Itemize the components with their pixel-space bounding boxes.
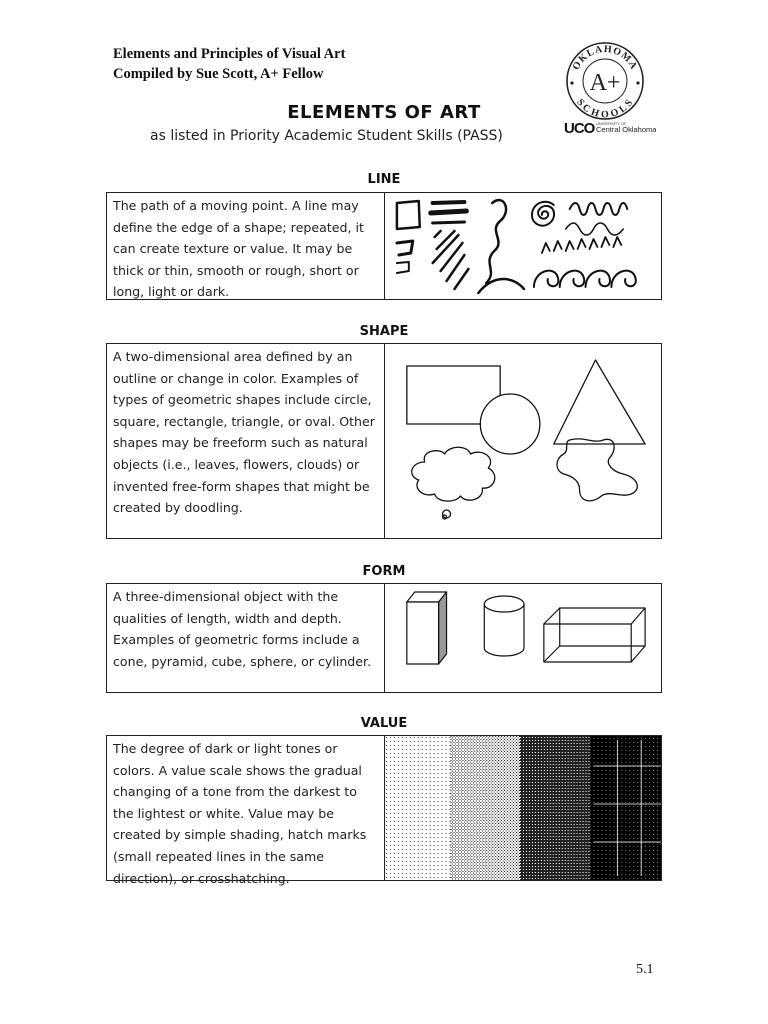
shape-examples-illustration	[385, 344, 661, 538]
uco-name-text: Central Oklahoma	[596, 125, 656, 134]
uco-small-text: UNIVERSITY OF	[596, 121, 627, 126]
section-title-form: FORM	[362, 564, 406, 579]
section-title-shape: SHAPE	[359, 324, 409, 339]
value-section-box	[106, 735, 662, 886]
seal-top-text: OKLAHOMA	[570, 43, 640, 72]
seal-bottom-text: SCHOOLS	[574, 97, 636, 121]
section-title-value: VALUE	[360, 716, 408, 731]
page-number: 5.1	[636, 962, 654, 977]
svg-text:OKLAHOMA	[571, 44, 640, 72]
shape-section-box	[106, 343, 662, 539]
line-section-box	[106, 192, 662, 300]
form-section-box	[106, 583, 662, 693]
header-line-1: Elements and Principles of Visual Art	[113, 46, 346, 62]
uco-mark: UCO	[564, 120, 595, 136]
page-subtitle: as listed in Priority Academic Student Skills (PASS)	[150, 128, 503, 144]
form-description: A three-dimensional object with the qualities of length, width and depth. Examples of geometric forms include a cone, pyramid, cube, sphere, or cylinder.	[107, 584, 385, 692]
page-title: ELEMENTS OF ART	[287, 102, 481, 123]
value-scale-illustration	[385, 736, 661, 880]
shape-description: A two-dimensional area defined by an outline or change in color. Examples of types of geometric shapes include circle, square, rectangle, triangle, or oval. Other shapes may be freeform such as natural objects (i.e., leaves, flowers, clouds) or invented free-form shapes that might be created by doodling.	[107, 344, 385, 538]
form-examples-illustration	[385, 584, 661, 692]
line-description: The path of a moving point. A line may define the edge of a shape; repeated, it can create texture or value. It may be thick or thin, smooth or rough, short or long, light or dark.	[107, 193, 385, 299]
section-title-line: LINE	[367, 172, 401, 187]
seal-center-text: A+	[589, 70, 621, 96]
value-description: The degree of dark or light tones or colors. A value scale shows the gradual changing of a tone from the darkest to the lightest or white. Value may be created by simple shading, hatch marks (small repeated lines in the same direction), or crosshatching.	[107, 736, 385, 880]
header-line-2: Compiled by Sue Scott, A+ Fellow	[113, 66, 324, 82]
line-examples-illustration	[385, 193, 661, 299]
